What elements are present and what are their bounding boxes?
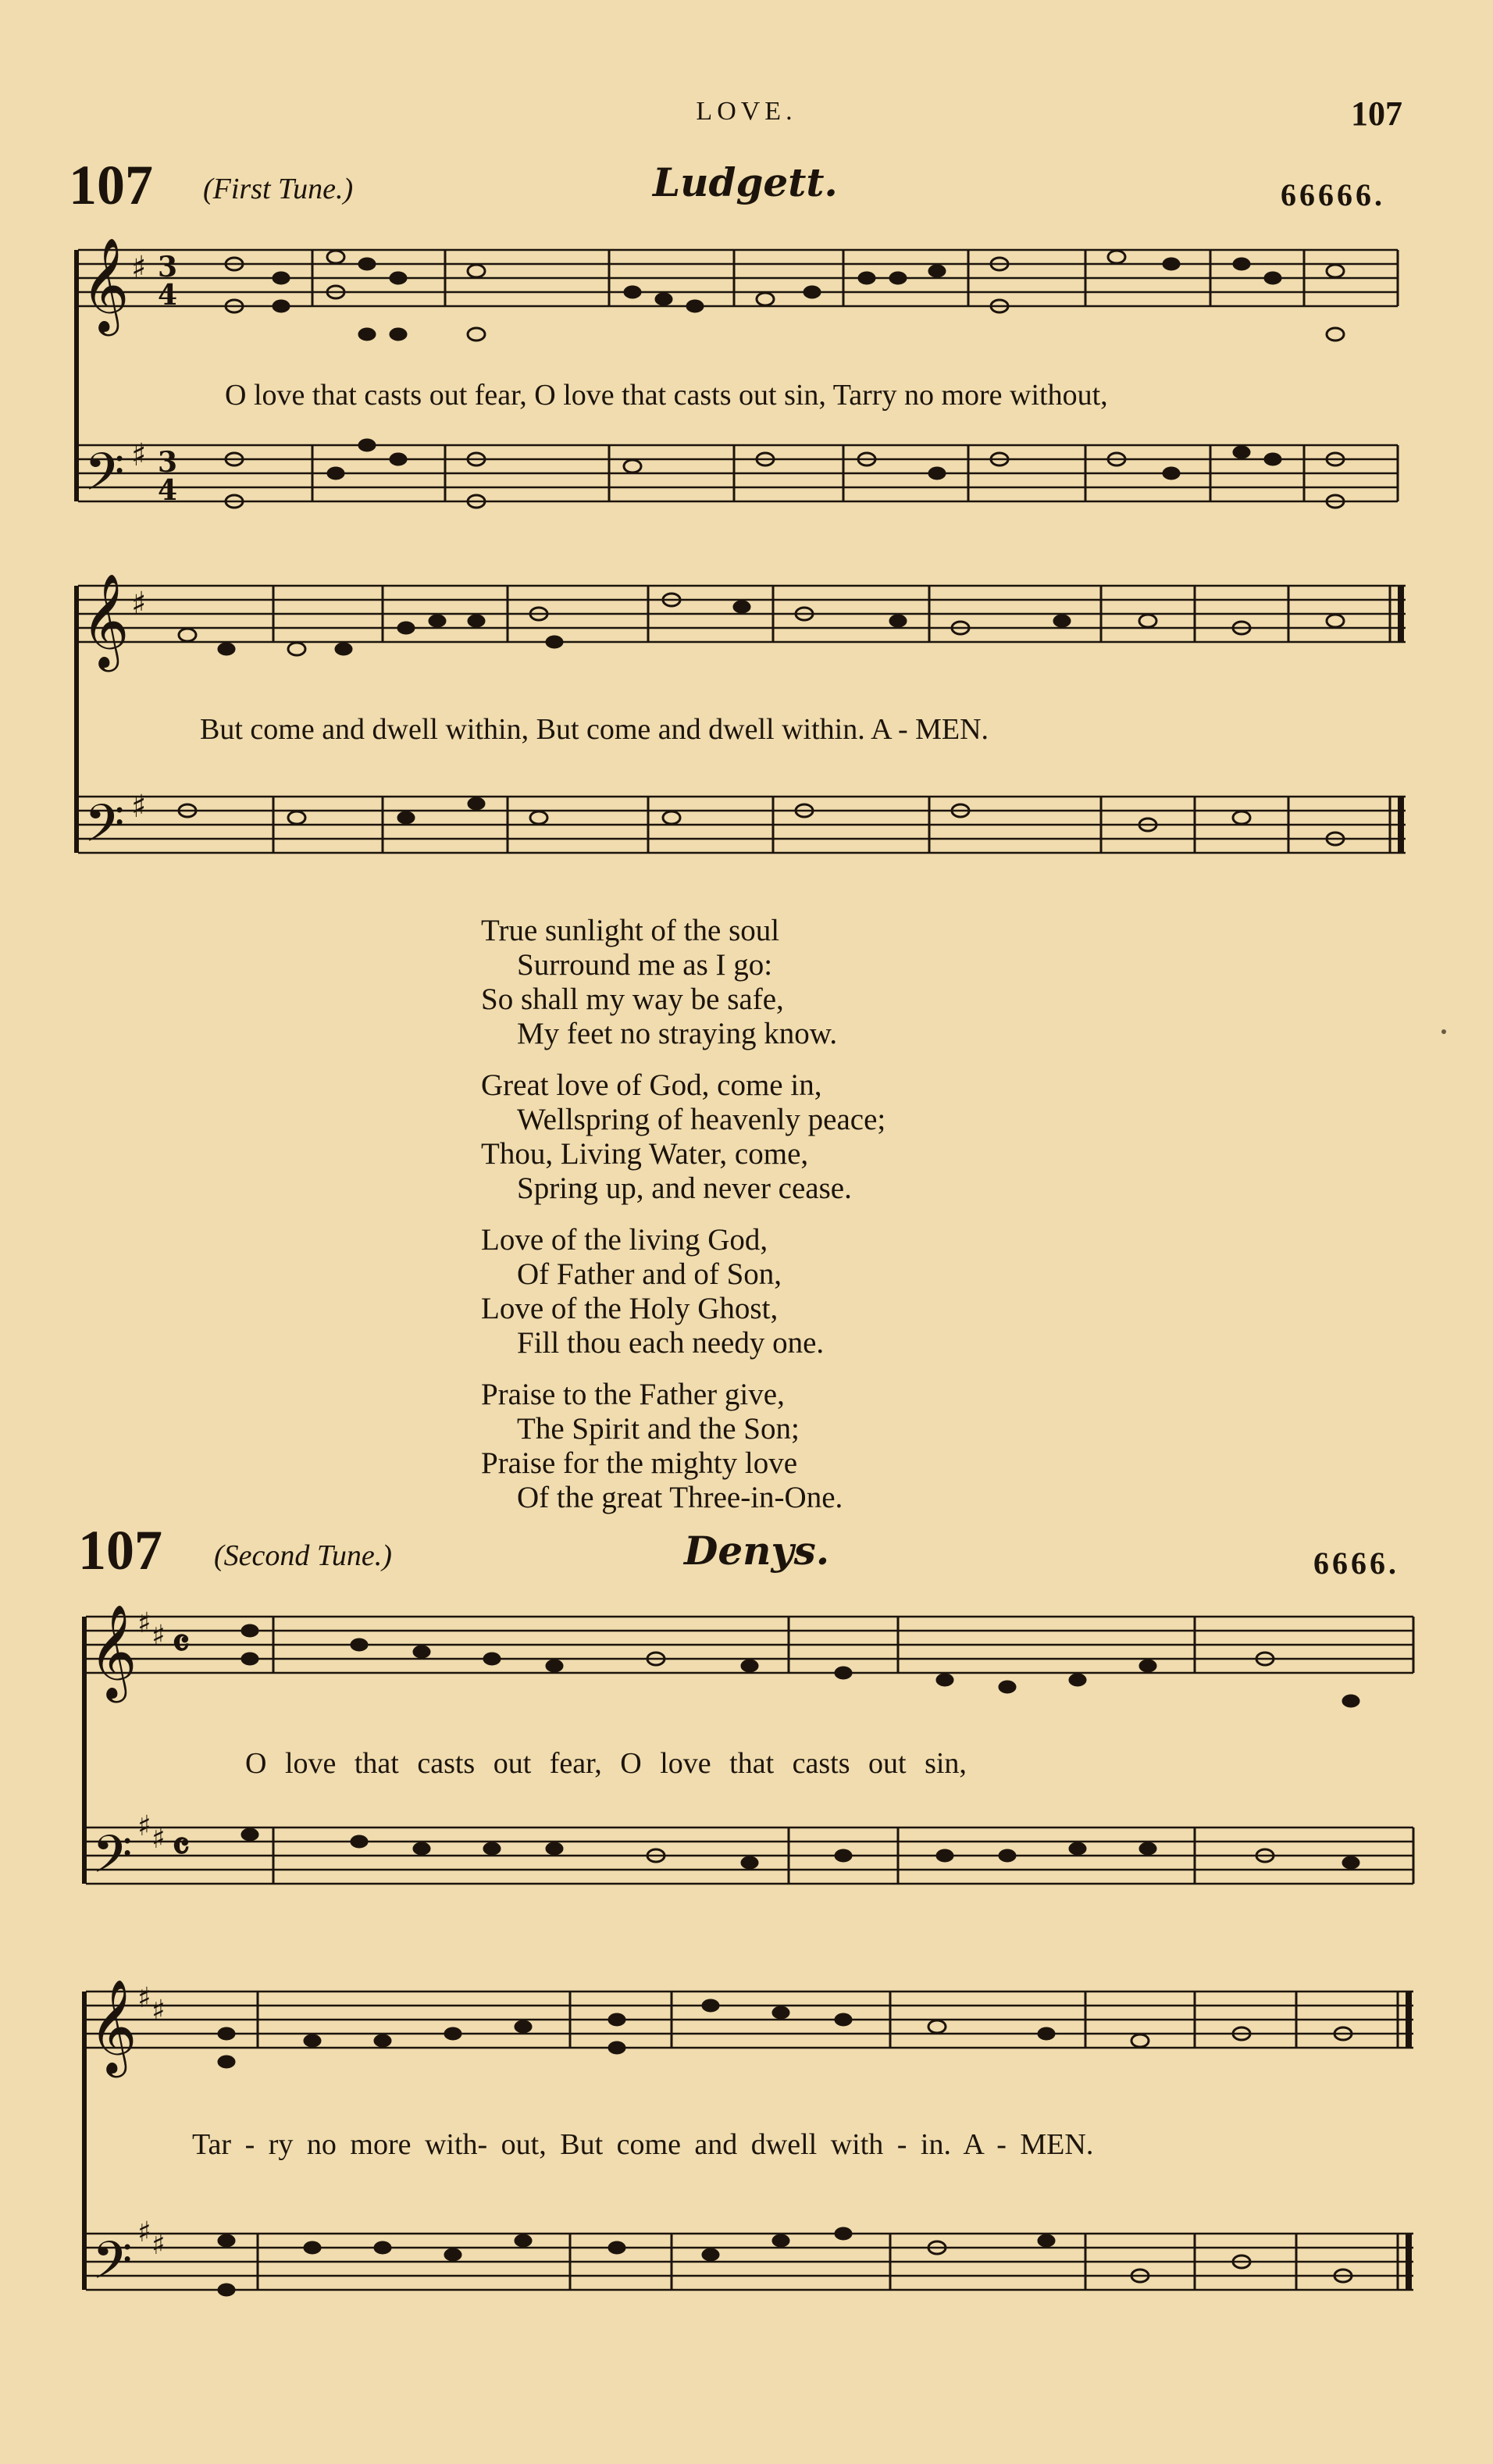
svg-text:𝄞: 𝄞 bbox=[89, 1603, 137, 1699]
tune-label-second: (Second Tune.) bbox=[214, 1539, 392, 1572]
svg-text:3: 3 bbox=[158, 446, 178, 479]
stanza-line: Love of the living God, bbox=[481, 1223, 768, 1257]
stanzas bbox=[481, 914, 1184, 1532]
stanza-line: Great love of God, come in, bbox=[481, 1068, 822, 1102]
stanza-line: Wellspring of heavenly peace; bbox=[517, 1103, 886, 1136]
lyrics-second-line1: O love that casts out fear, O love that casts out sin, bbox=[245, 1747, 967, 1780]
svg-text:♯: ♯ bbox=[151, 1995, 166, 2027]
stanza bbox=[481, 1223, 1184, 1360]
svg-text:𝄞: 𝄞 bbox=[81, 572, 130, 668]
stanza-line: Praise to the Father give, bbox=[481, 1378, 785, 1411]
meter-first: 66666. bbox=[1281, 177, 1385, 212]
stanza-line: Of the great Three-in-One. bbox=[517, 1481, 843, 1514]
meter-second: 6666. bbox=[1313, 1546, 1399, 1581]
stanza-line: Praise for the mighty love bbox=[481, 1446, 798, 1480]
lyrics-first-line2: But come and dwell within, But come and dwell within. A - MEN. bbox=[200, 713, 989, 746]
stanza bbox=[481, 1378, 1184, 1515]
stanza-line: Fill thou each needy one. bbox=[517, 1326, 825, 1360]
svg-text:4: 4 bbox=[158, 279, 178, 312]
svg-text:𝄢: 𝄢 bbox=[84, 793, 125, 866]
svg-text:♯: ♯ bbox=[131, 250, 147, 286]
page-number: 107 bbox=[1351, 94, 1402, 133]
stanza-line: My feet no straying know. bbox=[517, 1017, 838, 1050]
paper-speck bbox=[1441, 1029, 1446, 1034]
svg-text:♯: ♯ bbox=[137, 1810, 151, 1842]
running-head: LOVE. bbox=[696, 97, 797, 126]
tune-name-second: Denys. bbox=[684, 1528, 830, 1574]
svg-text:♯: ♯ bbox=[137, 2216, 151, 2248]
svg-text:𝄢: 𝄢 bbox=[92, 2230, 133, 2303]
hymn-number-second: 107 bbox=[78, 1519, 162, 1581]
svg-text:𝄞: 𝄞 bbox=[81, 237, 130, 332]
svg-text:♯: ♯ bbox=[151, 1823, 166, 1855]
stanza-line: Love of the Holy Ghost, bbox=[481, 1292, 779, 1325]
svg-text:𝄞: 𝄞 bbox=[89, 1978, 137, 2074]
tune-name-first: Ludgett. bbox=[653, 159, 838, 205]
stanza-line: Surround me as I go: bbox=[517, 948, 773, 982]
svg-text:𝄢: 𝄢 bbox=[92, 1824, 133, 1897]
svg-text:♯: ♯ bbox=[131, 586, 147, 622]
stanza bbox=[481, 1068, 1184, 1206]
svg-text:♯: ♯ bbox=[131, 437, 147, 473]
svg-text:♯: ♯ bbox=[151, 2229, 166, 2261]
svg-text:𝄴: 𝄴 bbox=[172, 1620, 191, 1667]
tune-label-first: (First Tune.) bbox=[203, 173, 354, 205]
stanza-line: Spring up, and never cease. bbox=[517, 1171, 852, 1205]
hymn-number-first: 107 bbox=[69, 154, 153, 216]
svg-text:𝄴: 𝄴 bbox=[172, 1823, 191, 1870]
svg-text:4: 4 bbox=[158, 474, 178, 507]
svg-text:♯: ♯ bbox=[151, 1620, 166, 1652]
svg-text:𝄢: 𝄢 bbox=[84, 442, 125, 515]
lyrics-second-line2: Tar - ry no more with- out, But come and dwell with - in. A - MEN. bbox=[192, 2128, 1094, 2161]
lyrics-first-line1: O love that casts out fear, O love that casts out sin, Tarry no more without, bbox=[225, 379, 1108, 412]
stanza-line: True sunlight of the soul bbox=[481, 914, 780, 947]
svg-text:♯: ♯ bbox=[137, 1607, 151, 1639]
svg-text:3: 3 bbox=[158, 251, 178, 283]
stanza-line: Thou, Living Water, come, bbox=[481, 1137, 809, 1171]
stanza bbox=[481, 914, 1184, 1051]
svg-text:♯: ♯ bbox=[131, 789, 147, 825]
stanza-line: Of Father and of Son, bbox=[517, 1257, 782, 1291]
stanza-line: So shall my way be safe, bbox=[481, 982, 784, 1016]
svg-text:♯: ♯ bbox=[137, 1982, 151, 2014]
stanza-line: The Spirit and the Son; bbox=[517, 1412, 800, 1446]
